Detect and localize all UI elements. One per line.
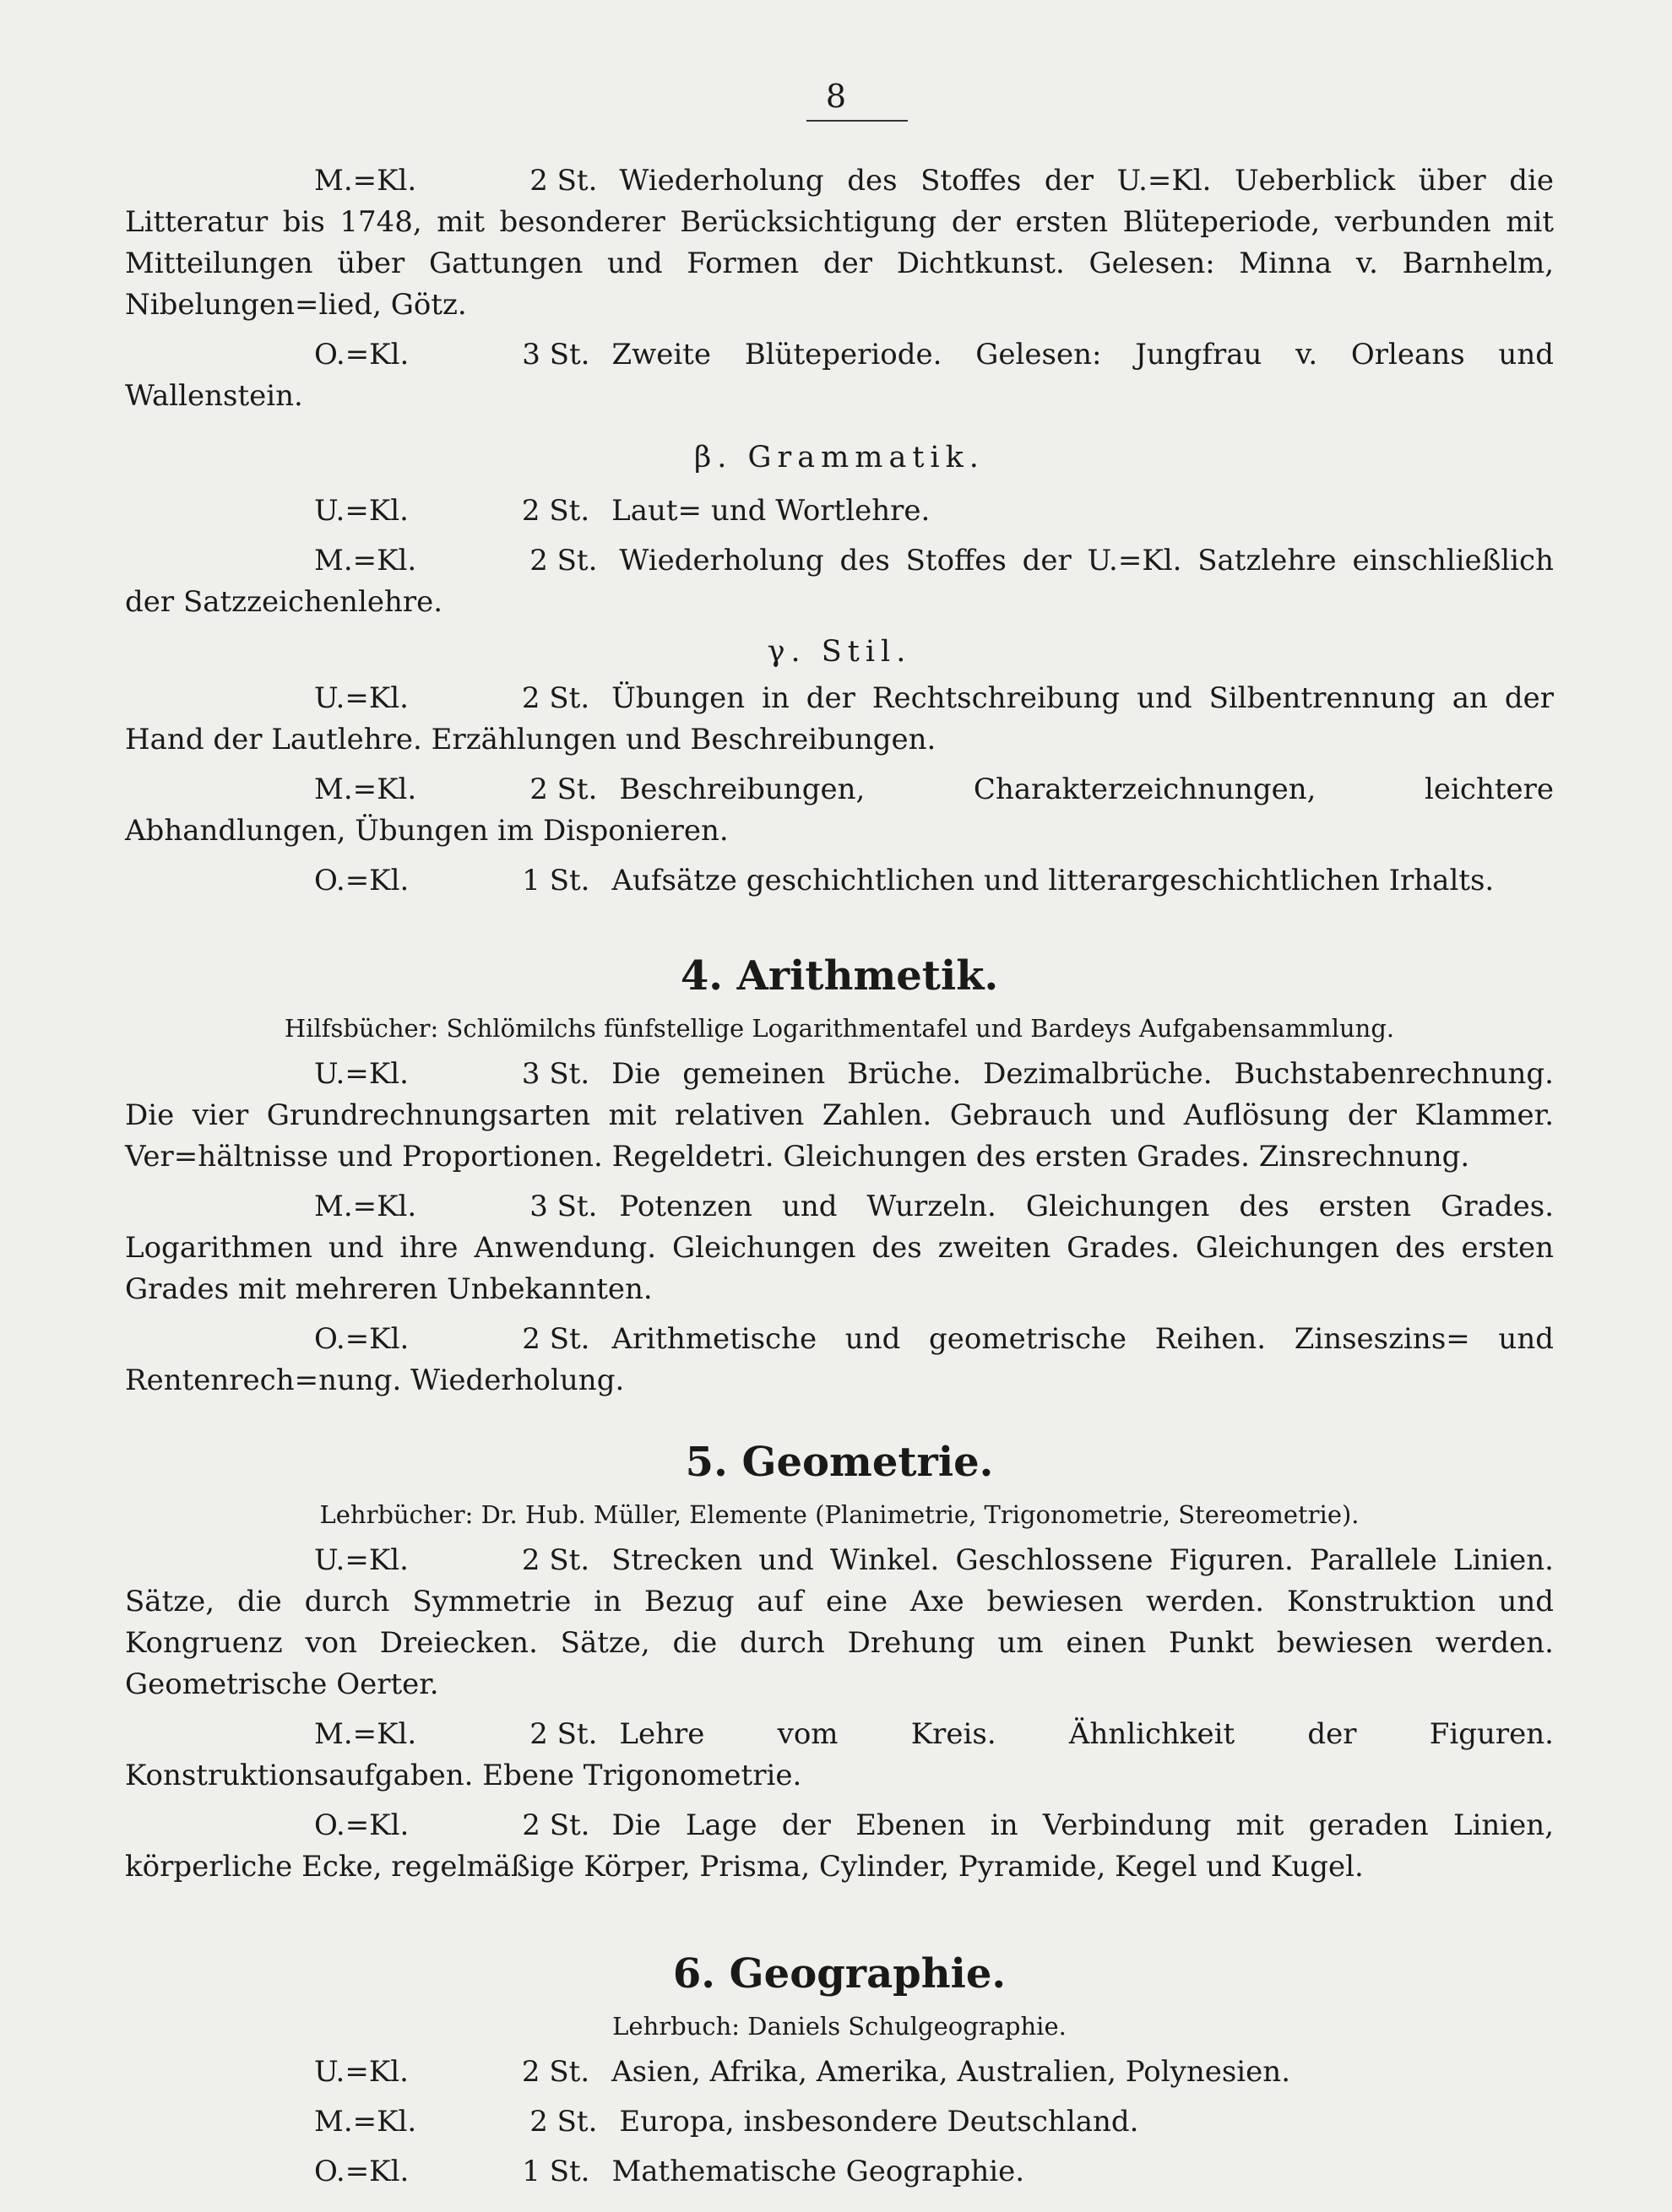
geometrie-u-kl (125, 1540, 1554, 1705)
geographie-books: Lehrbuch: Daniels Schulgeographie. (612, 2012, 1067, 2041)
stil-heading: γ. Stil. (767, 635, 912, 669)
stil-u-kl (125, 678, 1554, 761)
geometrie-books: Lehrbücher: Dr. Hub. Müller, Elemente (Planimetrie, Trigonometrie, Stereometrie). (319, 1500, 1360, 1529)
literature-o-kl (125, 334, 1554, 417)
page-number-rule (806, 120, 908, 122)
class-label: U.=Kl. (314, 681, 409, 715)
hours-label: 2 St. (529, 2105, 598, 2139)
hours-label: 1 St. (522, 864, 590, 897)
page-content (125, 160, 1554, 2201)
grammatik-m-kl (125, 540, 1554, 623)
syllabus-text: Laut= und Wortlehre. (611, 494, 931, 528)
syllabus-text: Übungen in der Rechtschreibung und Silbentrennung an der Hand der Lautlehre. Erzählungen und Beschreibungen. (125, 681, 1554, 756)
syllabus-text: Wiederholung des Stoffes der U.=Kl. Satzlehre einschließlich der Satzzeichenlehre. (125, 544, 1554, 619)
class-label: M.=Kl. (314, 773, 417, 806)
class-label: O.=Kl. (314, 2155, 410, 2188)
literature-m-kl (125, 160, 1554, 326)
hours-label: 3 St. (529, 1190, 598, 1223)
class-label: M.=Kl. (314, 1717, 417, 1751)
syllabus-text: Arithmetische und geometrische Reihen. Zinseszins= und Rentenrech=nung. Wiederholung. (125, 1322, 1554, 1397)
hours-label: 3 St. (522, 338, 590, 371)
class-label: M.=Kl. (314, 2105, 417, 2139)
hours-label: 2 St. (521, 681, 590, 715)
syllabus-text: Zweite Blüteperiode. Gelesen: Jungfrau v. Orleans und Wallenstein. (125, 338, 1554, 413)
hours-label: 2 St. (521, 494, 590, 528)
syllabus-text: Lehre vom Kreis. Ähnlichkeit der Figuren. Konstruktionsaufgaben. Ebene Trigonometrie. (125, 1717, 1554, 1792)
class-label: U.=Kl. (314, 2055, 409, 2089)
arithmetik-u-kl (125, 1054, 1554, 1178)
hours-label: 2 St. (529, 1717, 598, 1751)
syllabus-text: Strecken und Winkel. Geschlossene Figuren. Parallele Linien. Sätze, die durch Symmetrie in Bezug auf eine Axe bewiesen werden. Konstruktion und Kongruenz von Dreiecken. Sätze, die durch Drehung um einen Punkt bewiesen werden. Geometrische Oerter. (125, 1543, 1554, 1701)
geometrie-m-kl (125, 1714, 1554, 1797)
hours-label: 2 St. (529, 773, 598, 806)
arithmetik-heading: 4. Arithmetik. (680, 952, 999, 1000)
geographie-m-kl (125, 2101, 1554, 2143)
class-label: U.=Kl. (314, 1057, 409, 1091)
stil-m-kl (125, 769, 1554, 852)
syllabus-text: Wiederholung des Stoffes der U.=Kl. Ueberblick über die Litteratur bis 1748, mit besonderer Berücksichtigung der ersten Blüteperiode, verbunden mit Mitteilungen über Gattungen und Formen der Dichtkunst. Gelesen: Minna v. Barnhelm, Nibelungen=lied, Götz. (125, 164, 1554, 322)
geometrie-heading: 5. Geometrie. (685, 1439, 994, 1486)
geographie-o-kl (125, 2151, 1554, 2193)
hours-label: 2 St. (522, 1322, 590, 1356)
syllabus-text: Aufsätze geschichtlichen und litterargeschichtlichen Irhalts. (611, 864, 1495, 897)
arithmetik-o-kl (125, 1319, 1554, 1401)
geographie-u-kl (125, 2052, 1554, 2093)
page-number: 8 (825, 78, 847, 115)
hours-label: 2 St. (522, 1808, 590, 1842)
grammatik-heading: β. Grammatik. (694, 441, 985, 474)
hours-label: 1 St. (522, 2155, 590, 2188)
hours-label: 2 St. (529, 164, 598, 198)
syllabus-text: Beschreibungen, Charakterzeichnungen, leichtere Abhandlungen, Übungen im Disponieren. (125, 773, 1554, 848)
class-label: O.=Kl. (314, 338, 410, 371)
syllabus-text: Potenzen und Wurzeln. Gleichungen des ersten Grades. Logarithmen und ihre Anwendung. Gleichungen des zweiten Grades. Gleichungen des ersten Grades mit mehreren Unbekannten. (125, 1190, 1554, 1306)
stil-o-kl (125, 860, 1554, 902)
hours-label: 3 St. (521, 1057, 590, 1091)
class-label: M.=Kl. (314, 1190, 417, 1223)
syllabus-text: Die Lage der Ebenen in Verbindung mit geraden Linien, körperliche Ecke, regelmäßige Körper, Prisma, Cylinder, Pyramide, Kegel und Kugel. (125, 1808, 1554, 1884)
syllabus-text: Mathematische Geographie. (611, 2155, 1025, 2188)
arithmetik-books: Hilfsbücher: Schlömilchs fünfstellige Logarithmentafel und Bardeys Aufgabensammlung. (284, 1014, 1395, 1043)
hours-label: 2 St. (529, 544, 598, 577)
hours-label: 2 St. (521, 1543, 590, 1577)
class-label: U.=Kl. (314, 494, 409, 528)
geographie-heading: 6. Geographie. (672, 1950, 1007, 1998)
grammatik-u-kl (125, 491, 1554, 532)
class-label: O.=Kl. (314, 1322, 410, 1356)
syllabus-text: Die gemeinen Brüche. Dezimalbrüche. Buchstabenrechnung. Die vier Grundrechnungsarten mit relativen Zahlen. Gebrauch und Auflösung der Klammer. Ver=hältnisse und Proportionen. Regeldetri. Gleichungen des ersten Grades. Zinsrechnung. (125, 1057, 1554, 1174)
class-label: U.=Kl. (314, 1543, 409, 1577)
class-label: M.=Kl. (314, 164, 417, 198)
class-label: O.=Kl. (314, 1808, 410, 1842)
class-label: M.=Kl. (314, 544, 417, 577)
class-label: O.=Kl. (314, 864, 410, 897)
syllabus-text: Asien, Afrika, Amerika, Australien, Polynesien. (611, 2055, 1291, 2089)
arithmetik-m-kl (125, 1186, 1554, 1310)
hours-label: 2 St. (521, 2055, 590, 2089)
syllabus-text: Europa, insbesondere Deutschland. (619, 2105, 1139, 2139)
geometrie-o-kl (125, 1805, 1554, 1888)
